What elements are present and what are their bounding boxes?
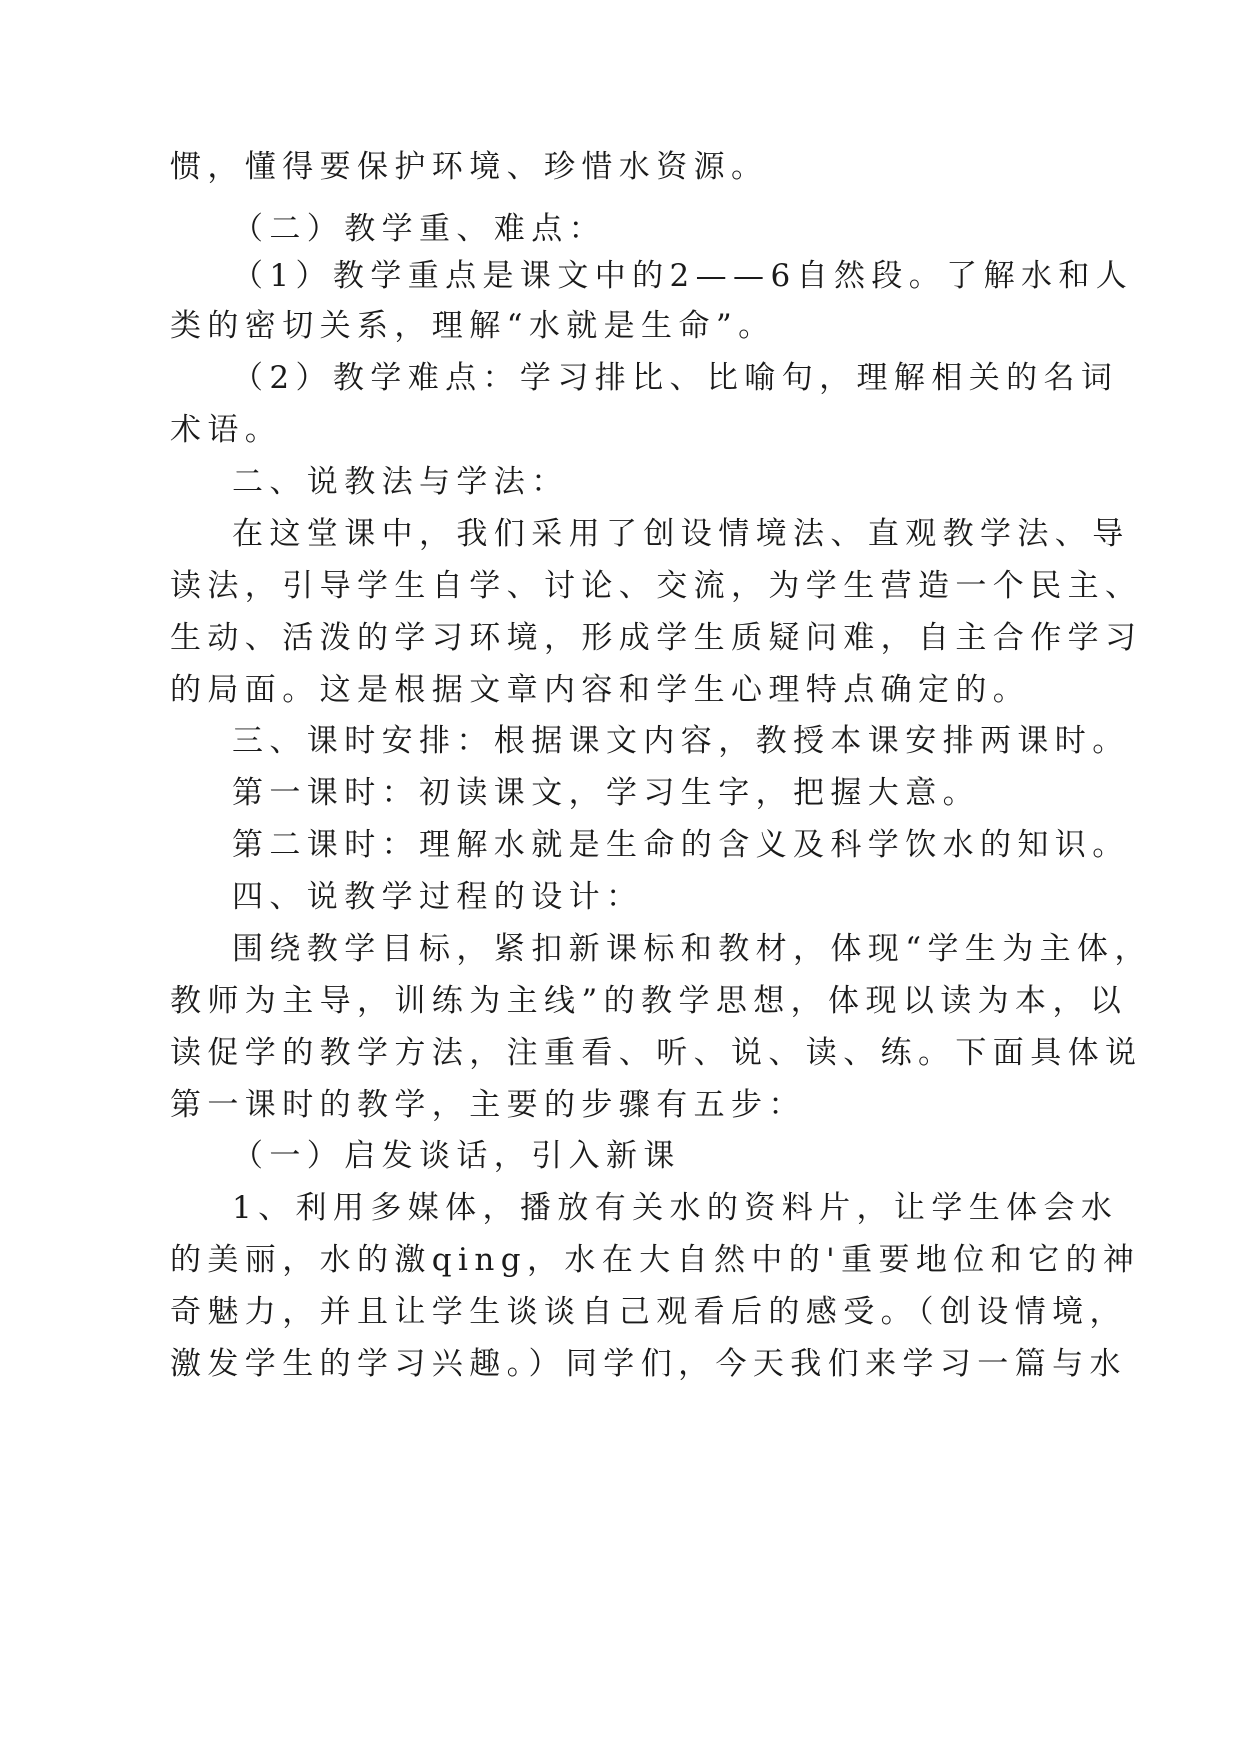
- text-line: 奇魅力，并且让学生谈谈自己观看后的感受。（创设情境，: [170, 1294, 1127, 1330]
- text-line: 第二课时：理解水就是生命的含义及科学饮水的知识。: [232, 827, 1130, 863]
- text-line: 的美丽，水的激qing，水在大自然中的'重要地位和它的神: [170, 1242, 1141, 1278]
- text-line: 的局面。这是根据文章内容和学生心理特点确定的。: [170, 672, 1031, 708]
- text-line: 在这堂课中，我们采用了创设情境法、直观教学法、导: [232, 516, 1130, 552]
- section-heading: 二、说教法与学法：: [232, 464, 569, 500]
- text-line: 1、利用多媒体，播放有关水的资料片，让学生体会水: [232, 1190, 1119, 1226]
- text-line: 第一课时的教学，主要的步骤有五步：: [170, 1087, 806, 1123]
- text-line: 惯，懂得要保护环境、珍惜水资源。: [170, 149, 769, 185]
- text-line: 术语。: [170, 412, 283, 448]
- text-line: 第一课时：初读课文，学习生字，把握大意。: [232, 775, 980, 811]
- text-line: （二）教学重、难点：: [232, 211, 606, 247]
- text-line: 激发学生的学习兴趣。）同学们，今天我们来学习一篇与水: [170, 1346, 1127, 1382]
- section-heading: 三、课时安排：根据课文内容，教授本课安排两课时。: [232, 723, 1130, 759]
- subsection-heading: （一）启发谈话，引入新课: [232, 1138, 681, 1174]
- text-line: （1）教学重点是课文中的2——6自然段。了解水和人: [232, 258, 1134, 294]
- text-line: 生动、活泼的学习环境，形成学生质疑问难，自主合作学习: [170, 620, 1143, 656]
- section-heading: 四、说教学过程的设计：: [232, 879, 644, 915]
- text-line: 类的密切关系，理解“水就是生命”。: [170, 308, 776, 344]
- text-line: 读法，引导学生自学、讨论、交流，为学生营造一个民主、: [170, 568, 1143, 604]
- text-line: 围绕教学目标，紧扣新课标和教材，体现“学生为主体，: [232, 931, 1152, 967]
- text-line: 教师为主导，训练为主线”的教学思想，体现以读为本，以: [170, 983, 1128, 1019]
- text-line: 读促学的教学方法，注重看、听、说、读、练。下面具体说: [170, 1035, 1143, 1071]
- text-line: （2）教学难点：学习排比、比喻句，理解相关的名词: [232, 360, 1119, 396]
